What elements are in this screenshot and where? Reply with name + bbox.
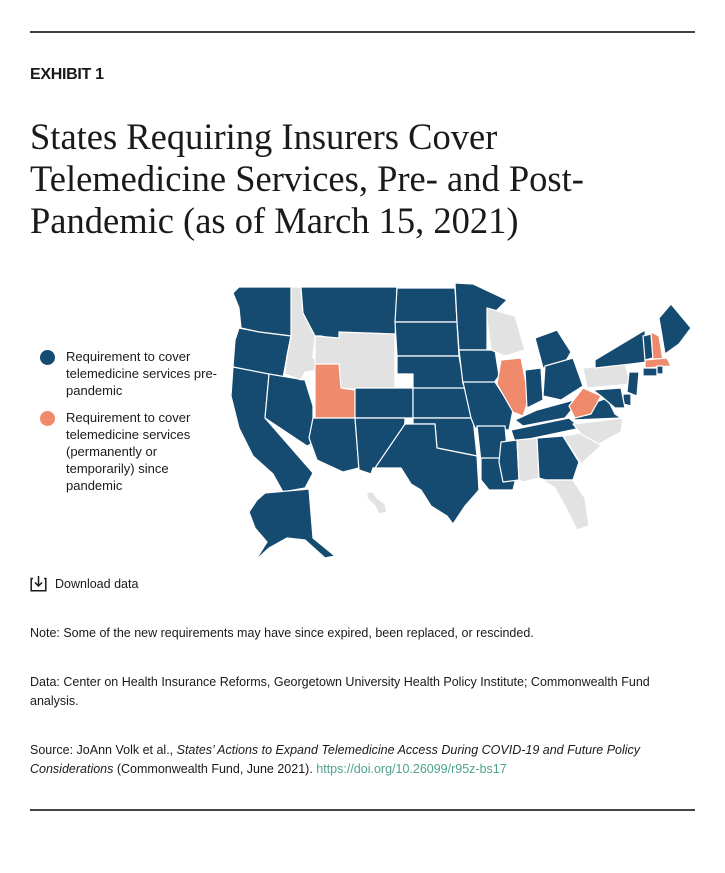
state-ri [657,366,663,374]
state-ks [413,388,473,418]
legend-item-post [40,409,220,494]
state-wi [487,308,525,356]
source-citation [30,741,695,779]
bottom-rule [30,809,695,811]
state-pa [583,364,631,388]
legend-item-pre [40,348,220,399]
download-icon [30,575,47,592]
page-title: States Requiring Insurers Cover Telemedicine Services, Pre- and Post-Pandemic (as of March 15, 2021) [30,116,584,241]
download-data-button[interactable] [30,575,138,592]
state-ny [595,330,647,368]
state-in [525,368,543,408]
legend-swatch-post [40,411,55,426]
legend [40,348,220,504]
state-fl [543,480,589,530]
state-ak [249,489,335,561]
state-ne [397,356,465,390]
state-al [517,438,539,482]
state-az [309,418,359,472]
source-prefix: Source: JoAnn Volk et al., [30,743,177,757]
state-ct [643,368,657,376]
state-me [659,304,691,354]
source-report-title: States’ Actions to Expand Telemedicine Access During COVID-19 and Future Policy Considerations [30,743,641,776]
state-co [355,388,413,418]
state-oh [543,358,583,400]
state-hi [367,492,387,514]
state-ia [459,350,499,384]
state-sd [395,322,459,356]
us-states-map [225,278,700,568]
legend-label-pre: Requirement to cover telemedicine services pre-pandemic [66,349,218,398]
state-nd [395,288,457,322]
exhibit-label: EXHIBIT 1 [30,66,104,83]
top-rule [30,31,695,33]
legend-swatch-pre [40,350,55,365]
legend-label-post: Requirement to cover telemedicine services (permanently or temporarily) since pandemic [66,410,191,493]
download-data-label: Download data [55,576,139,591]
source-doi-link[interactable]: https://doi.org/10.26099/r95z-bs17 [316,762,507,776]
note-text: Note: Some of the new requirements may have since expired, been replaced, or rescinded. [30,626,534,640]
source-suffix: (Commonwealth Fund, June 2021). [113,762,317,776]
state-nj [627,372,639,396]
data-source-text: Data: Center on Health Insurance Reforms, Georgetown University Health Policy Institute; Commonwealth Fund analysis. [30,675,650,708]
state-nh [651,332,663,360]
state-ms [499,440,519,482]
